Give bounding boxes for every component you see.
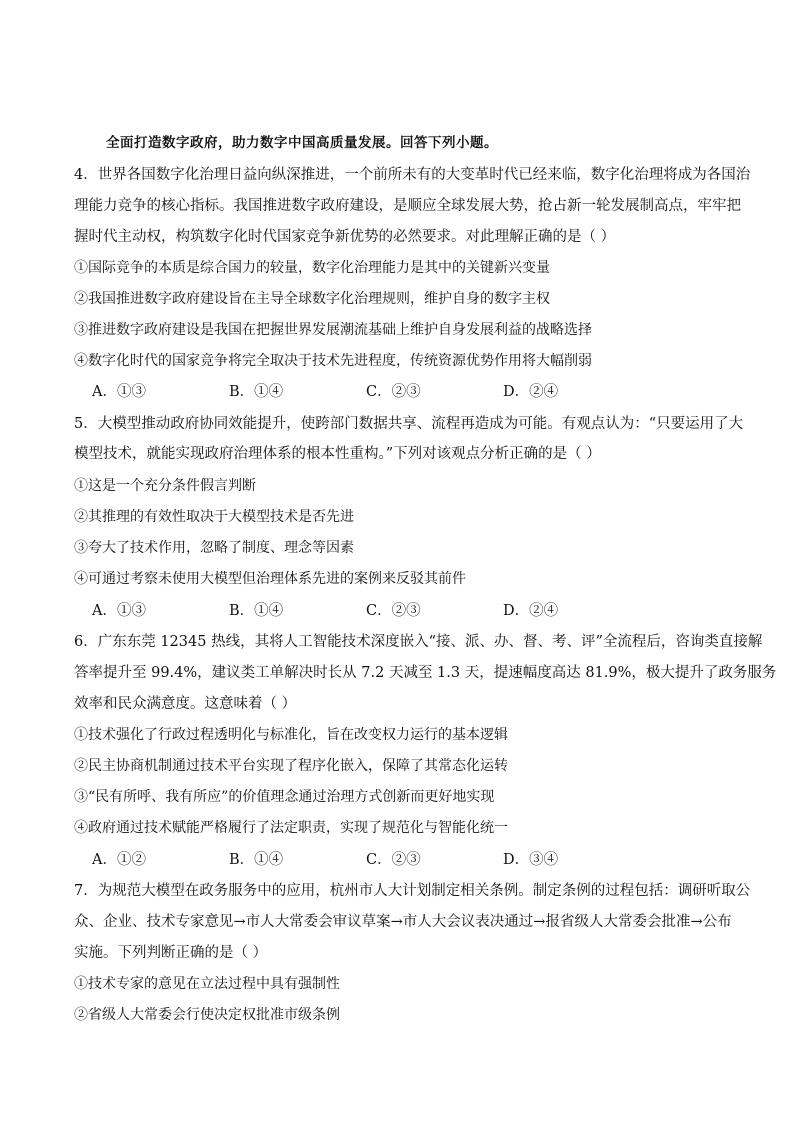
question-5-stem-line-2: 模型技术，就能实现政府治理体系的根本性重构。”下列对该观点分析正确的是（ ） (74, 446, 601, 462)
question-5-choice-a[interactable]: A．①③ (92, 603, 146, 619)
question-4-choices (92, 381, 712, 403)
question-6-statement-1: ①技术强化了行政过程透明化与标准化，旨在改变权力运行的基本逻辑 (74, 727, 508, 743)
question-6-choice-b[interactable]: B．①④ (229, 852, 284, 868)
question-6-statement-4: ④政府通过技术赋能严格履行了法定职责，实现了规范化与智能化统一 (74, 820, 508, 836)
question-4-statement-4: ④数字化时代的国家竞争将完全取决于技术先进程度，传统资源优势作用将大幅削弱 (74, 353, 592, 369)
question-5-stem-line-1: 5．大模型推动政府协同效能提升，使跨部门数据共享、流程再造成为可能。有观点认为：“只要运用了大 (74, 416, 744, 432)
question-7-statement-2: ②省级人大常委会行使决定权批准市级条例 (74, 1007, 340, 1023)
question-4-statement-1: ①国际竞争的本质是综合国力的较量，数字化治理能力是其中的关键新兴变量 (74, 260, 550, 276)
question-6-stem-line-1: 6．广东东莞 12345 热线，其将人工智能技术深度嵌入“接、派、办、督、考、评”全流程后，咨询类直接解 (74, 634, 763, 650)
question-4-choice-c[interactable]: C．②③ (366, 384, 421, 400)
question-6-stem-line-3: 效率和民众满意度。这意味着（ ） (74, 696, 297, 712)
question-7-statement-1: ①技术专家的意见在立法过程中具有强制性 (74, 976, 340, 992)
question-4-stem-line-1: 4．世界各国数字化治理日益向纵深推进，一个前所未有的大变革时代已经来临，数字化治理将成为各国治 (74, 167, 751, 183)
section-intro: 全面打造数字政府，助力数字中国高质量发展。回答下列小题。 (106, 135, 498, 151)
question-6-stem-line-2: 答率提升至 99.4%，建议类工单解决时长从 7.2 天减至 1.3 天，提速幅度高达 81.9%，极大提升了政务服务 (74, 665, 777, 681)
question-6-choices (92, 849, 712, 871)
question-5-choice-b[interactable]: B．①④ (229, 603, 284, 619)
question-4-statement-2: ②我国推进数字政府建设旨在主导全球数字化治理规则，维护自身的数字主权 (74, 291, 550, 307)
question-7-stem-line-3: 实施。下列判断正确的是（ ） (74, 945, 268, 961)
question-6-choice-a[interactable]: A．①② (92, 852, 146, 868)
question-4-stem-line-2: 理能力竞争的核心指标。我国推进数字政府建设，是顺应全球发展大势，抢占新一轮发展制高点，牢牢把 (74, 198, 741, 214)
question-4-statement-3: ③推进数字政府建设是我国在把握世界发展潮流基础上维护自身发展利益的战略选择 (74, 322, 592, 338)
question-4-choice-b[interactable]: B．①④ (229, 384, 284, 400)
question-5-choice-d[interactable]: D．②④ (503, 603, 559, 619)
question-5-statement-4: ④可通过考察未使用大模型但治理体系先进的案例来反驳其前件 (74, 571, 466, 587)
question-7-stem-line-1: 7．为规范大模型在政务服务中的应用，杭州市人大计划制定相关条例。制定条例的过程包括：调研听取公 (74, 883, 751, 899)
question-5-statement-2: ②其推理的有效性取决于大模型技术是否先进 (74, 509, 354, 525)
question-5-choices (92, 600, 712, 622)
question-4-choice-d[interactable]: D．②④ (503, 384, 559, 400)
question-6-statement-3: ③“民有所呼、我有所应”的价值理念通过治理方式创新而更好地实现 (74, 789, 495, 805)
question-6-choice-d[interactable]: D．③④ (503, 852, 559, 868)
question-4-choice-a[interactable]: A．①③ (92, 384, 146, 400)
question-6-statement-2: ②民主协商机制通过技术平台实现了程序化嵌入，保障了其常态化运转 (74, 758, 508, 774)
question-5-choice-c[interactable]: C．②③ (366, 603, 421, 619)
question-6-choice-c[interactable]: C．②③ (366, 852, 421, 868)
question-4-stem-line-3: 握时代主动权，构筑数字化时代国家竞争新优势的必然要求。对此理解正确的是（ ） (74, 229, 616, 245)
question-7-stem-line-2: 众、企业、技术专家意见→市人大常委会审议草案→市人大会议表决通过→报省级人大常委会批准→公布 (74, 914, 732, 930)
question-5-statement-3: ③夸大了技术作用，忽略了制度、理念等因素 (74, 540, 354, 556)
question-5-statement-1: ①这是一个充分条件假言判断 (74, 478, 256, 494)
